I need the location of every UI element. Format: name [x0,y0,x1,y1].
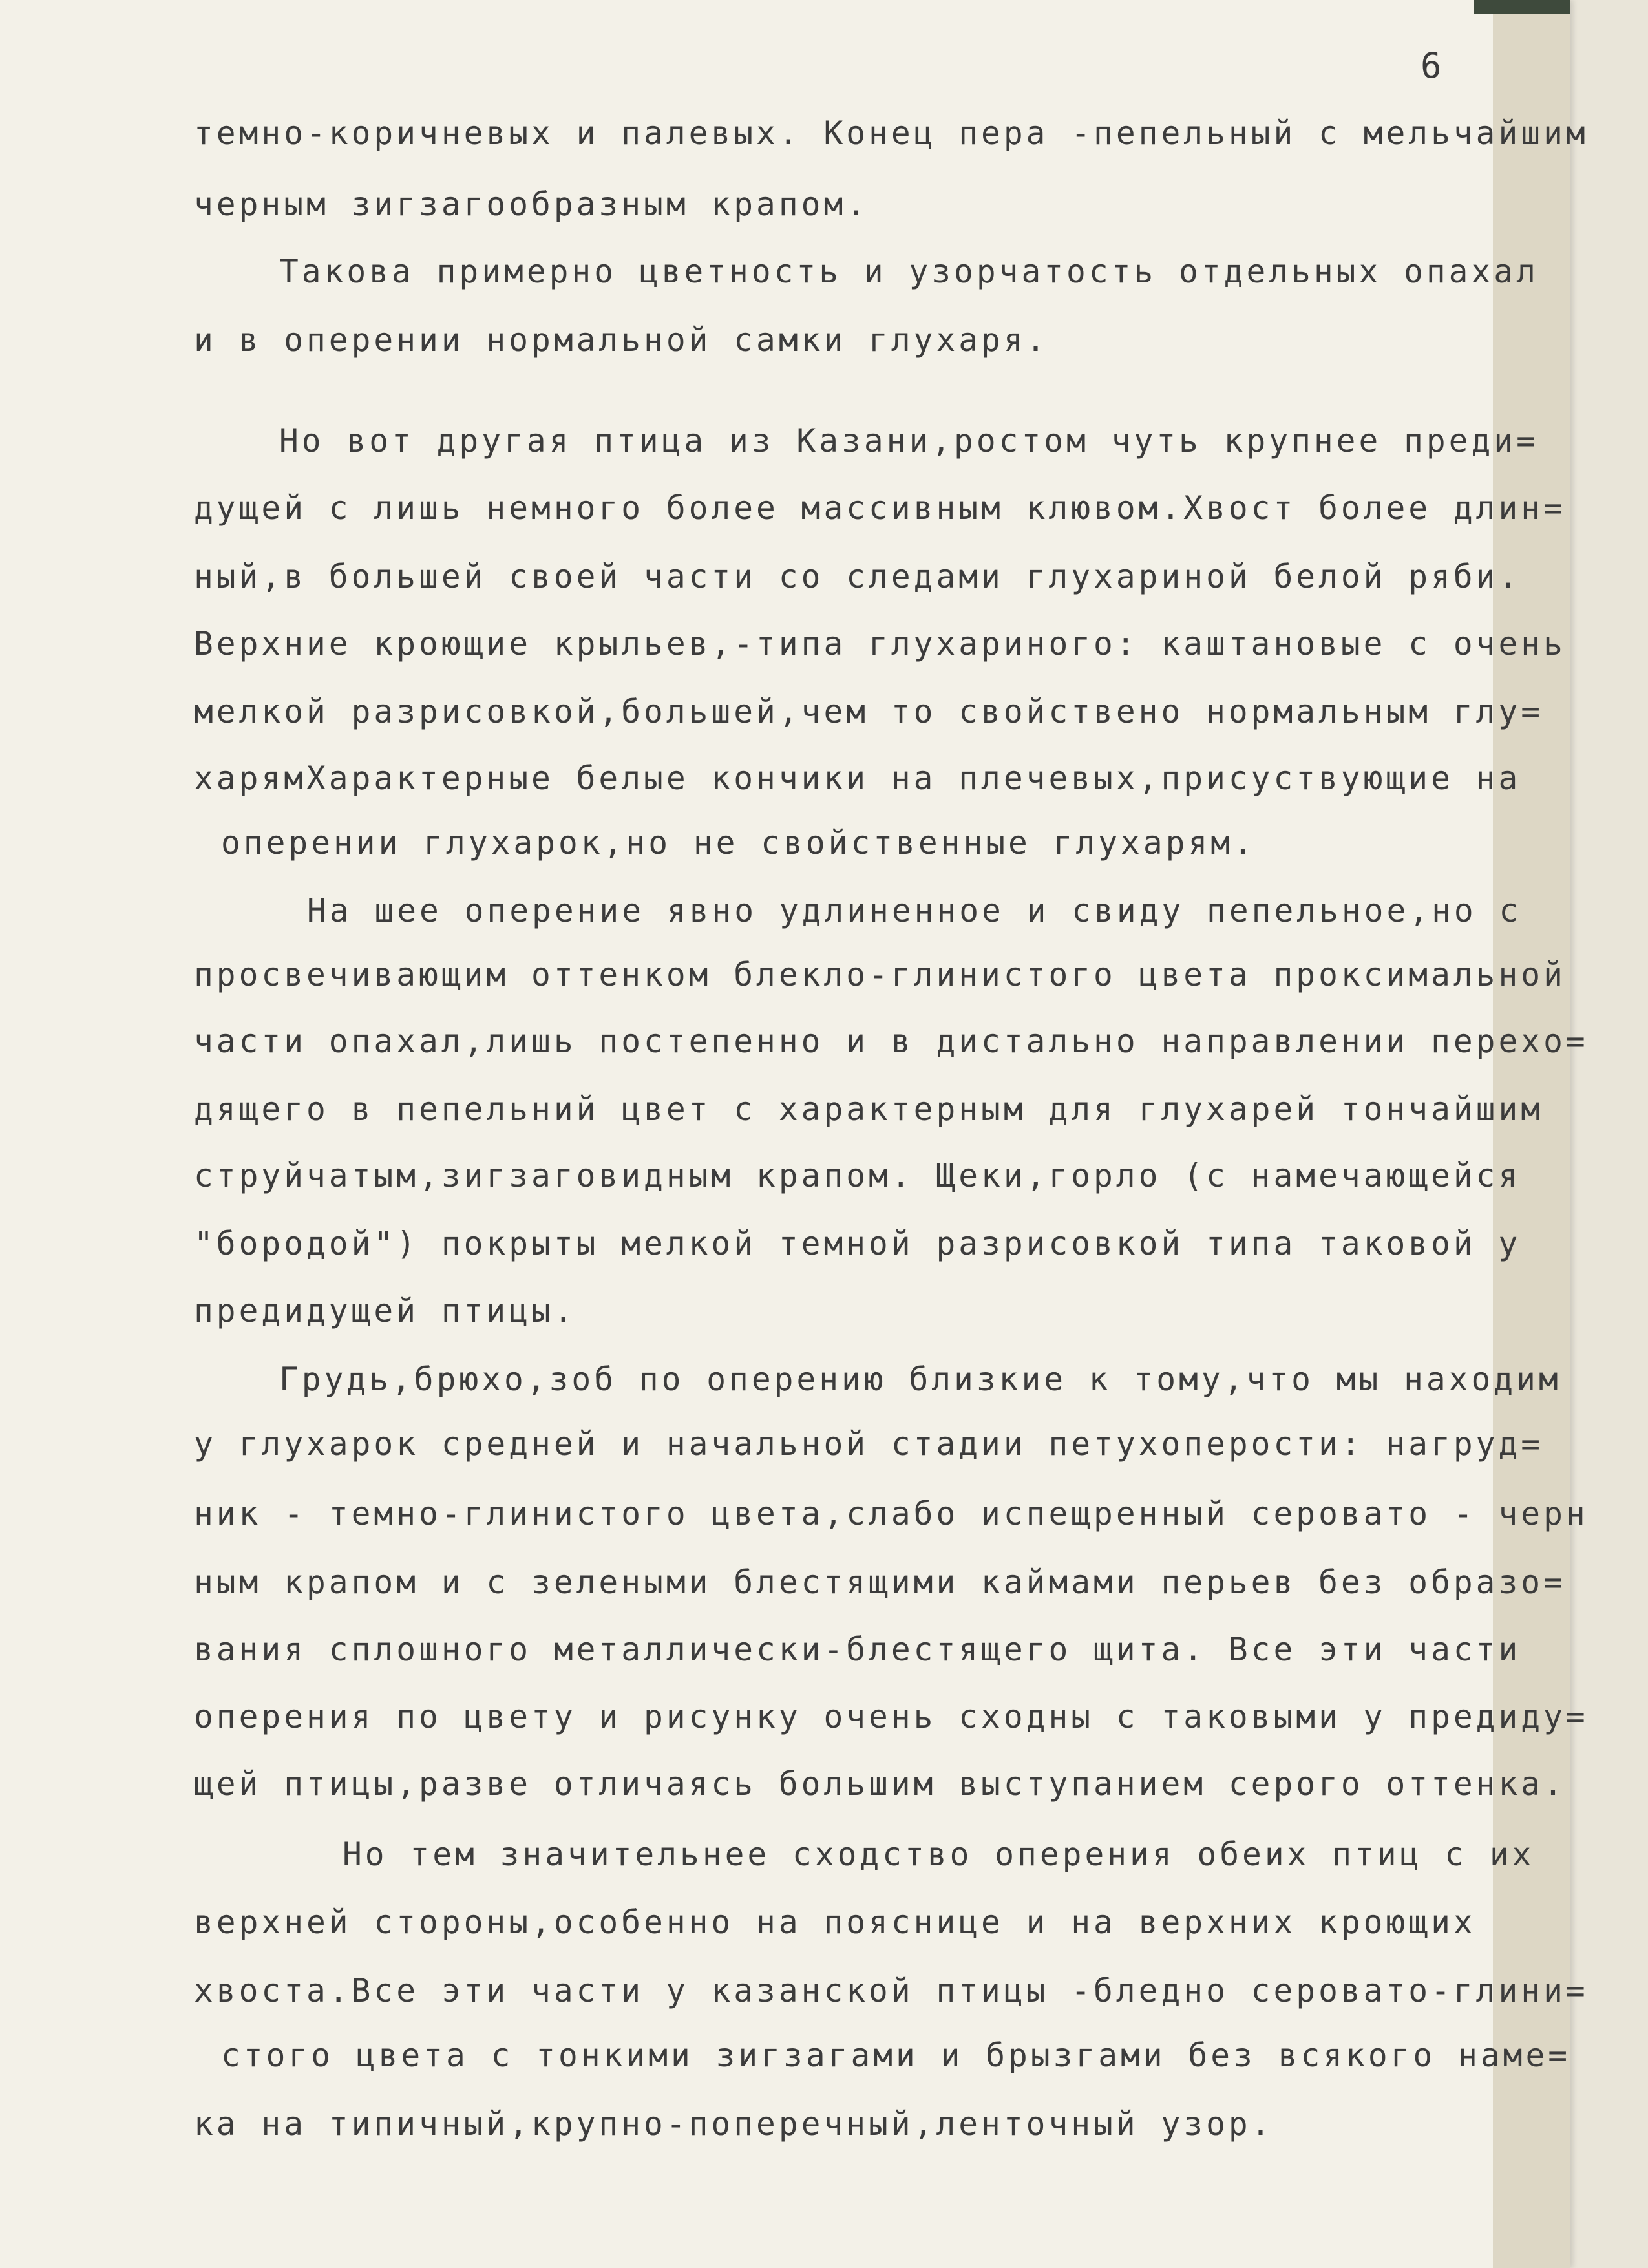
text-line: вания сплошного металлически-блестящего щита. Все эти части [194,1631,1521,1668]
text-line: ный,в большей своей части со следами глухариной белой ряби. [194,558,1521,595]
text-line: мелкой разрисовкой,большей,чем то свойствено нормальным глу= [194,693,1544,730]
text-line: Грудь,брюхо,зоб по оперению близкие к тому,что мы находим [279,1361,1561,1398]
text-line: ник - темно-глинистого цвета,слабо испещренный серовато - черн [194,1495,1589,1532]
text-line: На шее оперение явно удлиненное и свиду пепельное,но с [307,892,1522,929]
text-line: струйчатым,зигзаговидным крапом. Щеки,горло (с намечающейся [194,1157,1521,1194]
corner-mark [1474,0,1570,14]
text-line: стого цвета с тонкими зигзагами и брызгами без всякого наме= [221,2037,1571,2074]
text-line: оперения по цвету и рисунку очень сходны с таковыми у предиду= [194,1698,1589,1735]
text-line: черным зигзагообразным крапом. [194,185,869,223]
page-binding-strip [1493,0,1570,2268]
text-line: и в оперении нормальной самки глухаря. [194,321,1049,359]
text-line: Такова примерно цветность и узорчатость отдельных опахал [279,253,1539,290]
text-line: ка на типичный,крупно-поперечный,ленточный узор. [194,2105,1274,2143]
text-line: темно-коричневых и палевых. Конец пера -пепельный с мельчайшим [194,114,1589,152]
text-line: Но тем значительнее сходство оперения обеих птиц с их [343,1836,1535,1873]
text-line: "бородой") покрыты мелкой темной разрисовкой типа таковой у [194,1225,1521,1262]
text-line: просвечивающим оттенком блекло-глинистого цвета проксимальной [194,956,1566,993]
text-line: предидущей птицы. [194,1292,576,1330]
text-line: Но вот другая птица из Казани,ростом чуть крупнее преди= [279,422,1539,460]
text-line: ным крапом и с зелеными блестящими каймами перьев без образо= [194,1563,1566,1601]
text-line: Верхние кроющие крыльев,-типа глухариного: каштановые с очень [194,625,1566,662]
text-line: верхней стороны,особенно на пояснице и на верхних кроющих [194,1903,1476,1941]
text-line: дущей с лишь немного более массивным клювом.Хвост более длин= [194,489,1566,527]
text-line: щей птицы,разве отличаясь большим выступанием серого оттенка. [194,1765,1566,1803]
text-line: дящего в пепельний цвет с характерным для глухарей тончайшим [194,1090,1544,1128]
text-line: у глухарок средней и начальной стадии петухоперости: нагруд= [194,1425,1544,1463]
text-line: харямХарактерные белые кончики на плечевых,присуствующие на [194,759,1521,797]
page-number: 6 [1421,45,1442,86]
text-line: оперении глухарок,но не свойственные глухарям. [221,824,1256,862]
text-line: хвоста.Все эти части у казанской птицы -бледно серовато-глини= [194,1972,1589,2009]
text-line: части опахал,лишь постепенно и в дистально направлении перехо= [194,1023,1589,1060]
